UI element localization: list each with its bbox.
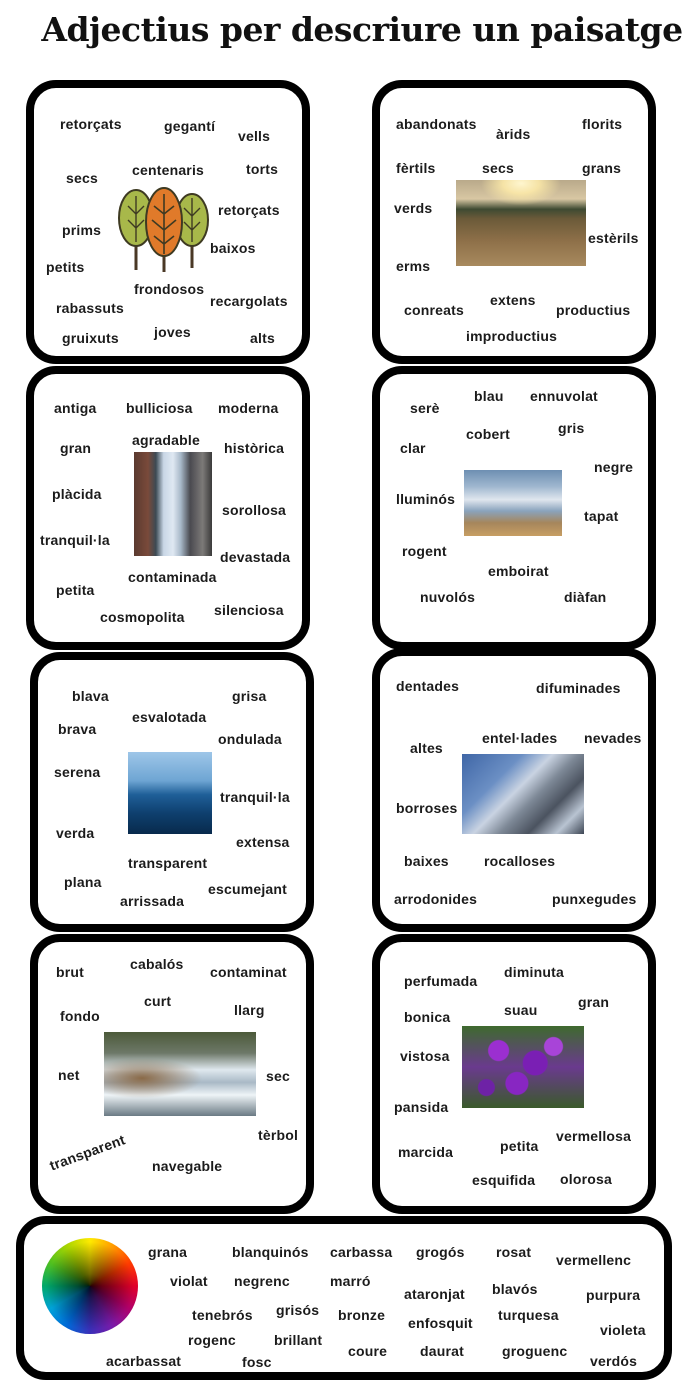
word: brava [58, 721, 97, 737]
word: agradable [132, 432, 200, 448]
word: secs [66, 170, 98, 186]
word: dentades [396, 678, 460, 694]
word: cosmopolita [100, 609, 185, 625]
word: gruixuts [62, 330, 119, 346]
word: bulliciosa [126, 400, 193, 416]
word: difuminades [536, 680, 621, 696]
word: negrenc [234, 1273, 290, 1289]
word: ataronjat [404, 1286, 465, 1302]
word: groguenc [502, 1343, 568, 1359]
word: secs [482, 160, 514, 176]
word: esvalotada [132, 709, 207, 725]
word: esquifida [472, 1172, 536, 1188]
word: àrids [496, 126, 531, 142]
word: sec [266, 1068, 290, 1084]
word: florits [582, 116, 623, 132]
color-wheel-icon [42, 1238, 138, 1334]
word: ennuvolat [530, 388, 598, 404]
word: bonica [404, 1009, 451, 1025]
word: acarbassat [106, 1353, 182, 1369]
word: fosc [242, 1354, 272, 1370]
sea-photo [128, 752, 212, 834]
word: rabassuts [56, 300, 124, 316]
word: joves [154, 324, 191, 340]
word: ondulada [218, 731, 282, 747]
word: blavós [492, 1281, 538, 1297]
word: negre [594, 459, 634, 475]
word: productius [556, 302, 631, 318]
word: llarg [234, 1002, 265, 1018]
word: verda [56, 825, 95, 841]
flower-photo [462, 1026, 584, 1108]
word: erms [396, 258, 431, 274]
word: fèrtils [396, 160, 436, 176]
word: diàfan [564, 589, 607, 605]
word: centenaris [132, 162, 205, 178]
word: perfumada [404, 973, 478, 989]
panel-city [26, 366, 310, 650]
mountains-photo [462, 754, 584, 834]
word: extens [490, 292, 536, 308]
word: tapat [584, 508, 619, 524]
word: tranquil·la [220, 789, 290, 805]
word: vells [238, 128, 271, 144]
word: verds [394, 200, 433, 216]
field-photo [456, 180, 586, 266]
word: vermellenc [556, 1252, 632, 1268]
word: entel·lades [482, 730, 558, 746]
word: turquesa [498, 1307, 559, 1323]
word: prims [62, 222, 102, 238]
word: emboirat [488, 563, 549, 579]
word: extensa [236, 834, 290, 850]
word: tranquil·la [40, 532, 110, 548]
word: transparent [128, 855, 208, 871]
word: antiga [54, 400, 97, 416]
word: petits [46, 259, 85, 275]
word: tèrbol [258, 1127, 299, 1143]
word: frondosos [134, 281, 205, 297]
word: cobert [466, 426, 510, 442]
word: escumejant [208, 881, 288, 897]
word: marcida [398, 1144, 454, 1160]
word: nuvolós [420, 589, 476, 605]
word: blau [474, 388, 504, 404]
word: cabalós [130, 956, 184, 972]
word: olorosa [560, 1171, 612, 1187]
word: grisós [276, 1302, 320, 1318]
trees-icon [118, 184, 210, 274]
word: arrissada [120, 893, 185, 909]
word: petita [56, 582, 95, 598]
panel-field [372, 80, 656, 364]
word: marró [330, 1273, 371, 1289]
word: coure [348, 1343, 388, 1359]
word: recargolats [210, 293, 288, 309]
word: abandonats [396, 116, 477, 132]
word: daurat [420, 1343, 464, 1359]
word: borroses [396, 800, 458, 816]
panel-trees [26, 80, 310, 364]
word: transparent [47, 1131, 128, 1174]
word: carbassa [330, 1244, 393, 1260]
word: diminuta [504, 964, 564, 980]
word: curt [144, 993, 172, 1009]
river-photo [104, 1032, 256, 1116]
word: violat [170, 1273, 208, 1289]
word: moderna [218, 400, 279, 416]
word: tenebrós [192, 1307, 253, 1323]
word: baixes [404, 853, 449, 869]
word: torts [246, 161, 279, 177]
word: conreats [404, 302, 464, 318]
word: suau [504, 1002, 538, 1018]
word: grana [148, 1244, 188, 1260]
word: arrodonides [394, 891, 478, 907]
word: devastada [220, 549, 291, 565]
word: fondo [60, 1008, 100, 1024]
word: petita [500, 1138, 539, 1154]
word: gran [60, 440, 92, 456]
word: rogenc [188, 1332, 236, 1348]
panel-sea [30, 652, 314, 932]
word: plàcida [52, 486, 102, 502]
word: estèrils [588, 230, 639, 246]
word: sorollosa [222, 502, 287, 518]
word: vermellosa [556, 1128, 632, 1144]
word: contaminat [210, 964, 287, 980]
word: brillant [274, 1332, 323, 1348]
city-photo [134, 452, 212, 556]
word: silenciosa [214, 602, 284, 618]
word: blava [72, 688, 109, 704]
word: lluminós [396, 491, 456, 507]
panel-flower [372, 934, 656, 1214]
word: purpura [586, 1287, 641, 1303]
word: grisa [232, 688, 267, 704]
word: punxegudes [552, 891, 637, 907]
word: gegantí [164, 118, 216, 134]
word: brut [56, 964, 85, 980]
panel-mountains [372, 648, 656, 932]
panel-sky [372, 366, 656, 650]
word: rosat [496, 1244, 532, 1260]
word: enfosquit [408, 1315, 473, 1331]
word: rocalloses [484, 853, 556, 869]
word: verdós [590, 1353, 638, 1369]
word: baixos [210, 240, 256, 256]
word: nevades [584, 730, 642, 746]
word: improductius [466, 328, 558, 344]
sky-photo [464, 470, 562, 536]
word: altes [410, 740, 443, 756]
page-title: Adjectius per descriure un paisatge [41, 10, 683, 49]
panel-colors [16, 1216, 672, 1380]
panel-river [30, 934, 314, 1214]
word: plana [64, 874, 102, 890]
word: blanquinós [232, 1244, 309, 1260]
word: contaminada [128, 569, 217, 585]
word: històrica [224, 440, 285, 456]
word: net [58, 1067, 80, 1083]
word: vistosa [400, 1048, 450, 1064]
word: gran [578, 994, 610, 1010]
word: pansida [394, 1099, 449, 1115]
word: grogós [416, 1244, 465, 1260]
word: clar [400, 440, 426, 456]
word: serena [54, 764, 101, 780]
word: gris [558, 420, 585, 436]
word: retorçats [60, 116, 122, 132]
word: retorçats [218, 202, 280, 218]
word: rogent [402, 543, 447, 559]
word: grans [582, 160, 622, 176]
word: bronze [338, 1307, 386, 1323]
word: navegable [152, 1158, 223, 1174]
word: alts [250, 330, 275, 346]
word: violeta [600, 1322, 646, 1338]
word: serè [410, 400, 440, 416]
